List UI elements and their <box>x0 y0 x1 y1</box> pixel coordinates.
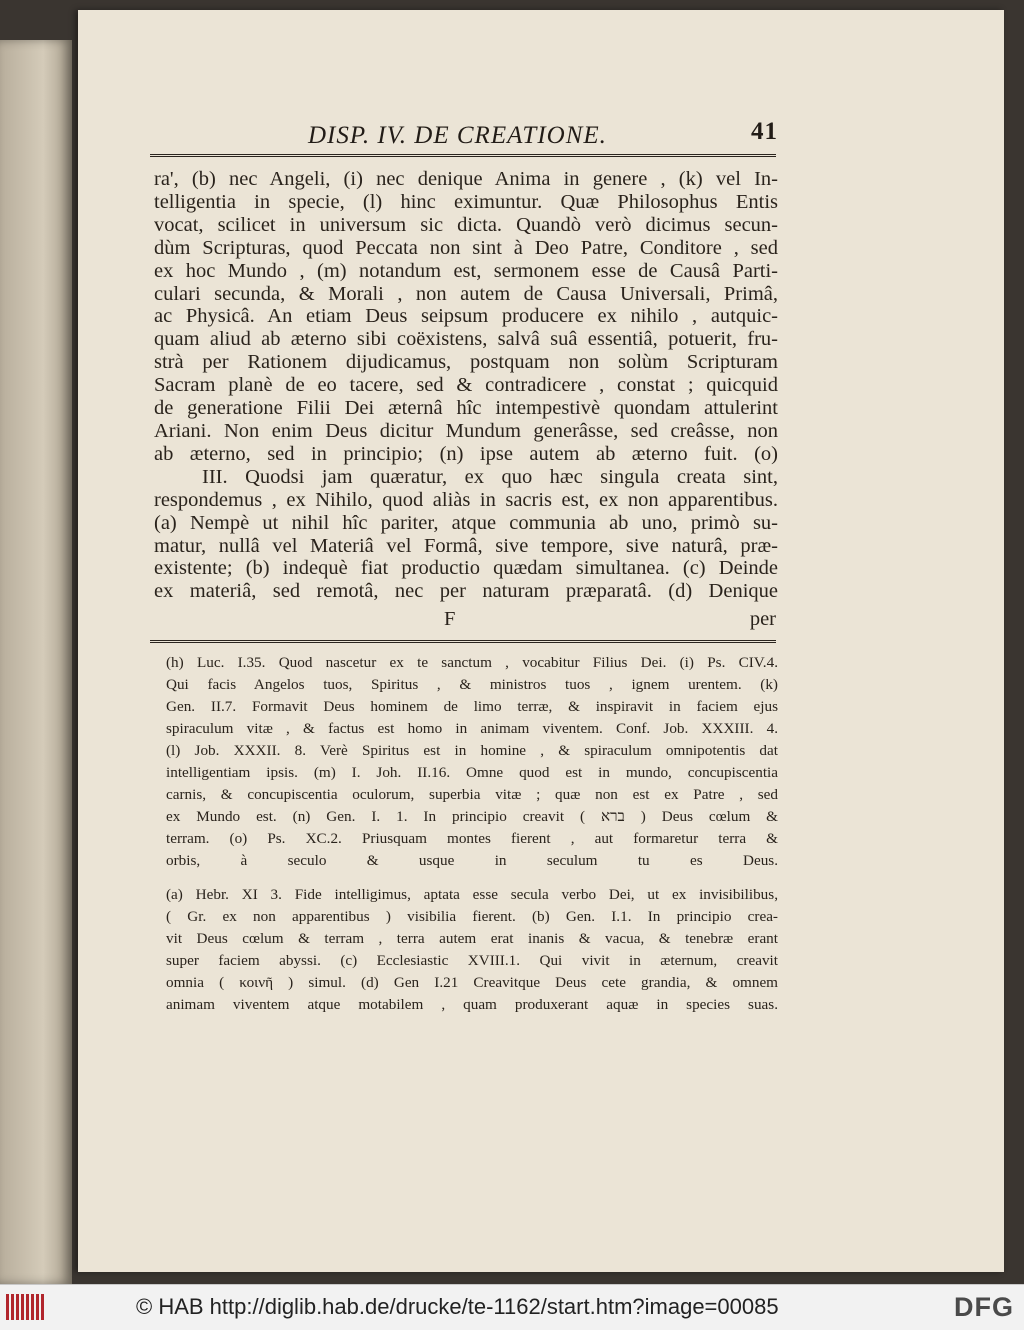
body-text-line: Ariani. Non enim Deus dicitur Mundum generâsse, sed creâsse, non <box>154 419 778 442</box>
running-title: DISP. IV. DE CREATIONE. <box>308 122 607 149</box>
catchword: per <box>749 608 776 630</box>
body-text-line: existente; (b) indequè fiat productio quædam simultanea. (c) Deinde <box>154 557 778 580</box>
body-text-line: matur, nullâ vel Materiâ vel Formâ, sive tempore, sive naturâ, præ- <box>154 534 778 557</box>
main-text-block <box>154 168 778 603</box>
footnotes-block <box>166 652 778 1016</box>
body-text-line: de generatione Filii Dei æternâ hîc intempestivè quondam attulerint <box>154 397 778 420</box>
body-text-line: vocat, scilicet in universum sic dicta. Quandò verò dicimus secun- <box>154 213 778 236</box>
body-text-line: ex materiâ, sed remotâ, nec per naturam præparatâ. (d) Denique <box>154 580 778 603</box>
footnote-line: ex Mundo est. (n) Gen. I. 1. In principio creavit ( ברא ) Deus cœlum & <box>166 808 778 825</box>
body-text-line: Sacram planè de eo tacere, sed & contradicere , constat ; quicquid <box>154 374 778 397</box>
body-text-line: culari secunda, & Morali , non autem de Causa Universali, Primâ, <box>154 282 778 305</box>
footnote-group-b <box>166 884 778 1016</box>
footnote-group-a <box>166 652 778 872</box>
copyright-url-text[interactable]: © HAB http://diglib.hab.de/drucke/te-1162/start.htm?image=00085 <box>136 1294 779 1319</box>
body-text-line: dùm Scripturas, quod Peccata non sint à Deo Patre, Conditore , sed <box>154 236 778 259</box>
footnote-line: vit Deus cœlum & terram , terra autem erat inanis & vacua, & tenebræ erant <box>166 930 778 947</box>
viewer-footer-bar <box>0 1284 1024 1330</box>
footnote-line: orbis, à seculo & usque in seculum tu es Deus. <box>166 852 778 869</box>
footnote-line: omnia ( κοινῆ ) simul. (d) Gen I.21 Creavitque Deus cete grandia, & omnem <box>166 974 778 991</box>
footnote-line: (a) Hebr. XI 3. Fide intelligimus, aptata esse secula verbo Dei, ut ex invisibilibus, <box>166 886 778 903</box>
footnote-line: animam viventem atque motabilem , quam produxerant aquæ in species suas. <box>166 996 778 1013</box>
footnote-rule <box>150 640 776 643</box>
body-text-line: respondemus , ex Nihilo, quod aliàs in sacris est, ex non apparentibus. <box>154 488 778 511</box>
facing-page-edge <box>0 40 72 1284</box>
body-text-line: telligentia in specie, (l) hinc eximuntur. Quæ Philosophus Entis <box>154 190 778 213</box>
footnote-line: terram. (o) Ps. XC.2. Priusquam montes fierent , aut formaretur terra & <box>166 830 778 847</box>
footnote-line: intelligentiam ipsis. (m) I. Joh. II.16. Omne quod est in mundo, concupiscentia <box>166 764 778 781</box>
hab-barcode-logo-icon <box>6 1294 46 1320</box>
running-header <box>152 118 782 158</box>
footnote-line: Gen. II.7. Formavit Deus hominem de limo terræ, & inspiravit in faciem ejus <box>166 698 778 715</box>
footnote-line: Qui facis Angelos tuos, Spiritus , & ministros tuos , ignem urentem. (k) <box>166 676 778 693</box>
body-text-line: ac Physicâ. An etiam Deus seipsum producere ex nihilo , autquic- <box>154 305 778 328</box>
footnote-line: super faciem abyssi. (c) Ecclesiastic XVIII.1. Qui vivit in æternum, creavit <box>166 952 778 969</box>
footnote-line: (h) Luc. I.35. Quod nascetur ex te sanctum , vocabitur Filius Dei. (i) Ps. CIV.4. <box>166 654 778 671</box>
body-text-line: ab æterno, sed in principio; (n) ipse autem ab æterno fuit. (o) <box>154 442 778 465</box>
header-rule <box>150 154 776 157</box>
signature-mark: F <box>444 608 456 630</box>
body-text-line: ra', (b) nec Angeli, (i) nec denique Anima in genere , (k) vel In- <box>154 168 778 190</box>
dfg-logo: DFG <box>954 1292 1014 1322</box>
footnote-line: (l) Job. XXXII. 8. Verè Spiritus est in homine , & spiraculum omnipotentis dat <box>166 742 778 759</box>
footnote-line: ( Gr. ex non apparentibus ) visibilia fierent. (b) Gen. I.1. In principio crea- <box>166 908 778 925</box>
body-text-line: quam aliud ab æterno sibi coëxistens, salvâ suâ essentiâ, potuerit, fru- <box>154 328 778 351</box>
body-text-line: (a) Nempè ut nihil hîc pariter, atque communia ab uno, primò su- <box>154 511 778 534</box>
footnote-line: carnis, & concupiscentia oculorum, superbia vitæ ; quæ non est ex Patre , sed <box>166 786 778 803</box>
body-text-line: III. Quodsi jam quæratur, ex quo hæc singula creata sint, <box>202 465 778 488</box>
signature-row <box>154 608 778 634</box>
page-number: 41 <box>751 118 778 145</box>
body-text-line: strà per Rationem dijudicamus, postquam non solùm Scripturam <box>154 351 778 374</box>
footnote-line: spiraculum vitæ , & factus est homo in animam viventem. Conf. Job. XXXIII. 4. <box>166 720 778 737</box>
body-text-line: ex hoc Mundo , (m) notandum est, sermonem esse de Causâ Parti- <box>154 259 778 282</box>
